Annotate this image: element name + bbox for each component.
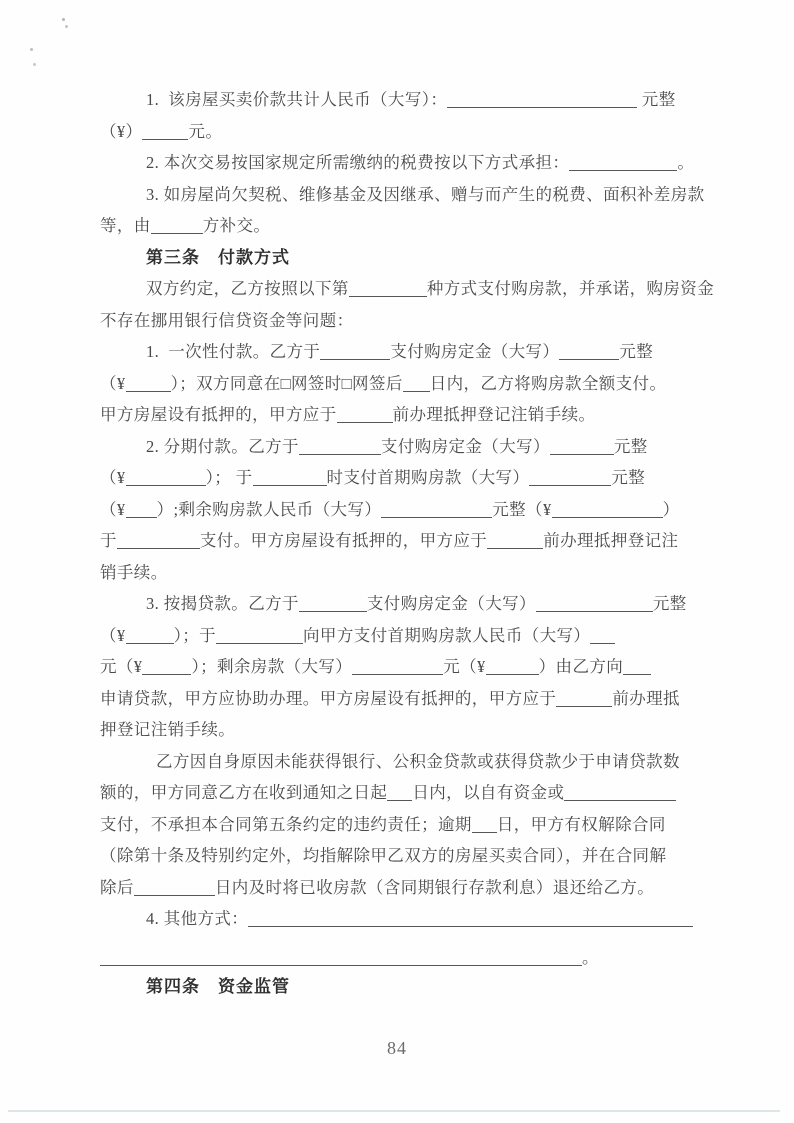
text-segment: 元整 [613, 436, 648, 456]
text-segment: 前办理抵 [612, 688, 680, 708]
text-segment: 不存在挪用银行信贷资金等问题： [100, 310, 354, 330]
text-segment: 日内，以自有资金或 [412, 783, 565, 802]
blank-underline [559, 343, 619, 361]
payment-option-1-line-2 [100, 368, 700, 400]
text-segment: 支付购房定金（大写） [366, 594, 536, 613]
scan-speck [65, 25, 68, 28]
blank-underline [253, 469, 327, 487]
blank-underline [552, 500, 663, 518]
text-segment: （¥ [100, 499, 126, 519]
payment-option-3-line-3 [100, 651, 700, 683]
blank-underline [623, 658, 651, 676]
article-3-intro-line-2 [100, 305, 700, 337]
text-segment: 时支付首期购房款（大写） [326, 468, 530, 487]
text-segment: 3. 按揭贷款。乙方于 [146, 594, 299, 613]
payment-option-3-line-4 [100, 683, 700, 715]
text-segment: （¥） [100, 121, 143, 141]
text-segment: 第四条 资金监管 [146, 977, 290, 996]
text-segment: （¥ [100, 468, 126, 487]
payment-option-2-line-2 [100, 462, 700, 494]
text-segment: 申请贷款，甲方应协助办理。甲方房屋设有抵押的，甲方应于 [100, 688, 557, 708]
text-segment: 双方约定，乙方按照以下第 [146, 279, 349, 298]
payment-option-2-line-5 [100, 557, 700, 589]
blank-underline [564, 784, 676, 802]
text-segment: ）；于 [173, 625, 217, 645]
blank-underline [352, 658, 443, 676]
text-segment: 1. 一次性付款。乙方于 [146, 342, 321, 361]
blank-underline [134, 878, 215, 896]
payment-option-3-line-2 [100, 620, 700, 652]
text-segment: 向甲方支付首期购房款人民币（大写） [303, 625, 591, 645]
blank-underline [100, 948, 582, 966]
text-segment: 1. 该房屋买卖价款共计人民币（大写）： [146, 90, 448, 109]
article-3-intro-line-1 [100, 273, 715, 305]
blank-underline [486, 658, 539, 676]
clause-item-1-line-1 [100, 84, 700, 116]
text-segment: ）由乙方向 [538, 657, 624, 676]
payment-option-2-line-3 [100, 494, 700, 526]
text-segment: 3. 如房屋尚欠契税、维修基金及因继承、赠与而产生的税费、面积补差房款 [146, 184, 705, 204]
text-segment: 乙方因自身原因未能获得银行、公积金贷款或获得贷款少于申请贷款数 [156, 751, 680, 771]
blank-underline [536, 595, 653, 613]
blank-underline [556, 689, 612, 707]
text-segment: （¥ [100, 373, 126, 393]
text-segment: ） [662, 499, 680, 519]
blank-underline [487, 532, 543, 550]
page-number: 84 [387, 1038, 407, 1058]
text-segment: 支付，不承担本合同第五条约定的违约责任；逾期 [100, 814, 472, 834]
text-segment: 于 [100, 531, 117, 550]
loan-failure-clause-line-1 [100, 746, 700, 778]
text-segment: （¥ [100, 625, 126, 645]
blank-underline [126, 500, 157, 518]
document-lines [100, 84, 715, 1003]
scan-speck [33, 63, 36, 66]
blank-underline [151, 217, 203, 235]
text-segment: 销手续。 [100, 562, 168, 582]
text-segment: 元（¥ [443, 657, 486, 676]
blank-underline [569, 154, 677, 172]
loan-failure-clause-line-2 [100, 777, 700, 809]
text-segment: ）;剩余购房款人民币（大写） [156, 499, 382, 519]
payment-option-1-line-1 [100, 336, 700, 368]
text-segment: 元整 [611, 468, 646, 487]
blank-underline [472, 815, 497, 833]
blank-underline [349, 280, 427, 298]
loan-failure-clause-line-5 [100, 872, 700, 904]
blank-underline [142, 658, 191, 676]
text-segment: 2. 本次交易按国家规定所需缴纳的税费按以下方式承担： [146, 153, 570, 172]
blank-underline [590, 626, 615, 644]
scan-speck [30, 48, 33, 51]
text-segment: 甲方房屋设有抵押的，甲方应于 [100, 405, 337, 424]
text-segment: ）；剩余房款（大写） [191, 657, 353, 676]
blank-underline [216, 626, 303, 644]
payment-option-2-line-4 [100, 525, 700, 557]
text-segment: 额的，甲方同意乙方在收到通知之日起 [100, 783, 388, 802]
text-segment: 押登记注销手续。 [100, 720, 236, 739]
text-segment: 前办理抵押登记注 [543, 531, 679, 550]
blank-underline [299, 595, 367, 613]
text-segment: ）； 于 [205, 468, 253, 487]
text-segment: 等，由 [100, 216, 151, 235]
text-segment: 元（¥ [100, 657, 143, 676]
article-3-heading [100, 242, 700, 274]
text-segment: 日内及时将已收房款（含同期银行存款利息）退还给乙方。 [214, 877, 655, 897]
text-segment: 元整 [637, 90, 676, 109]
text-segment: 元整 [652, 594, 687, 613]
payment-option-3-line-1 [100, 588, 700, 620]
clause-item-3-line-2 [100, 210, 700, 242]
payment-option-2-line-1 [100, 431, 700, 463]
blank-underline [337, 406, 393, 424]
text-segment: 元。 [188, 121, 223, 141]
text-segment: 2. 分期付款。乙方于 [146, 436, 299, 456]
blank-underline [126, 626, 174, 644]
loan-failure-clause-line-3 [100, 809, 700, 841]
blank-underline [381, 500, 492, 518]
text-segment: 元整（¥ [492, 499, 552, 519]
blank-underline [126, 374, 171, 392]
blank-underline [117, 532, 200, 550]
text-segment: 支付购房定金（大写） [390, 342, 560, 361]
scan-edge-line [8, 1110, 780, 1112]
text-segment: 前办理抵押登记注销手续。 [392, 405, 596, 424]
blank-underline [248, 910, 693, 928]
text-segment: 第三条 付款方式 [146, 247, 290, 267]
text-segment: 元整 [619, 342, 654, 361]
blank-underline [403, 374, 430, 392]
blank-underline [320, 343, 390, 361]
text-segment: 。 [582, 947, 599, 967]
clause-item-1-line-2 [100, 116, 700, 148]
clause-item-3-line-1 [100, 179, 705, 211]
blank-underline [299, 437, 381, 455]
blank-underline [447, 91, 637, 109]
text-segment: 种方式支付购房款，并承诺，购房资金 [426, 279, 715, 298]
payment-option-4-line-2 [100, 942, 700, 974]
text-segment: （除第十条及特别约定外，均指解除甲乙双方的房屋买卖合同），并在合同解 [100, 846, 667, 865]
text-segment: 。 [677, 153, 695, 172]
text-segment: 方补交。 [202, 216, 271, 235]
blank-underline [387, 784, 412, 802]
text-segment: 支付。甲方房屋设有抵押的，甲方应于 [199, 531, 488, 550]
text-segment: 4. 其他方式： [146, 909, 249, 928]
payment-option-4-line-1 [100, 903, 700, 935]
loan-failure-clause-line-4 [100, 840, 700, 872]
text-segment: 日内，乙方将购房款全额支付。 [429, 373, 667, 393]
text-segment: ）；双方同意在□网签时□网签后 [170, 373, 403, 393]
text-segment: 日，甲方有权解除合同 [496, 814, 666, 834]
payment-option-1-line-3 [100, 399, 700, 431]
text-segment: 支付购房定金（大写） [380, 436, 550, 456]
blank-underline [126, 469, 206, 487]
blank-underline [529, 469, 611, 487]
blank-underline [142, 122, 188, 140]
scan-speck [62, 18, 65, 21]
text-segment: 除后 [100, 877, 134, 897]
blank-underline [550, 437, 614, 455]
article-4-heading [100, 971, 700, 1003]
clause-item-2 [100, 147, 700, 179]
payment-option-3-line-5 [100, 714, 700, 746]
